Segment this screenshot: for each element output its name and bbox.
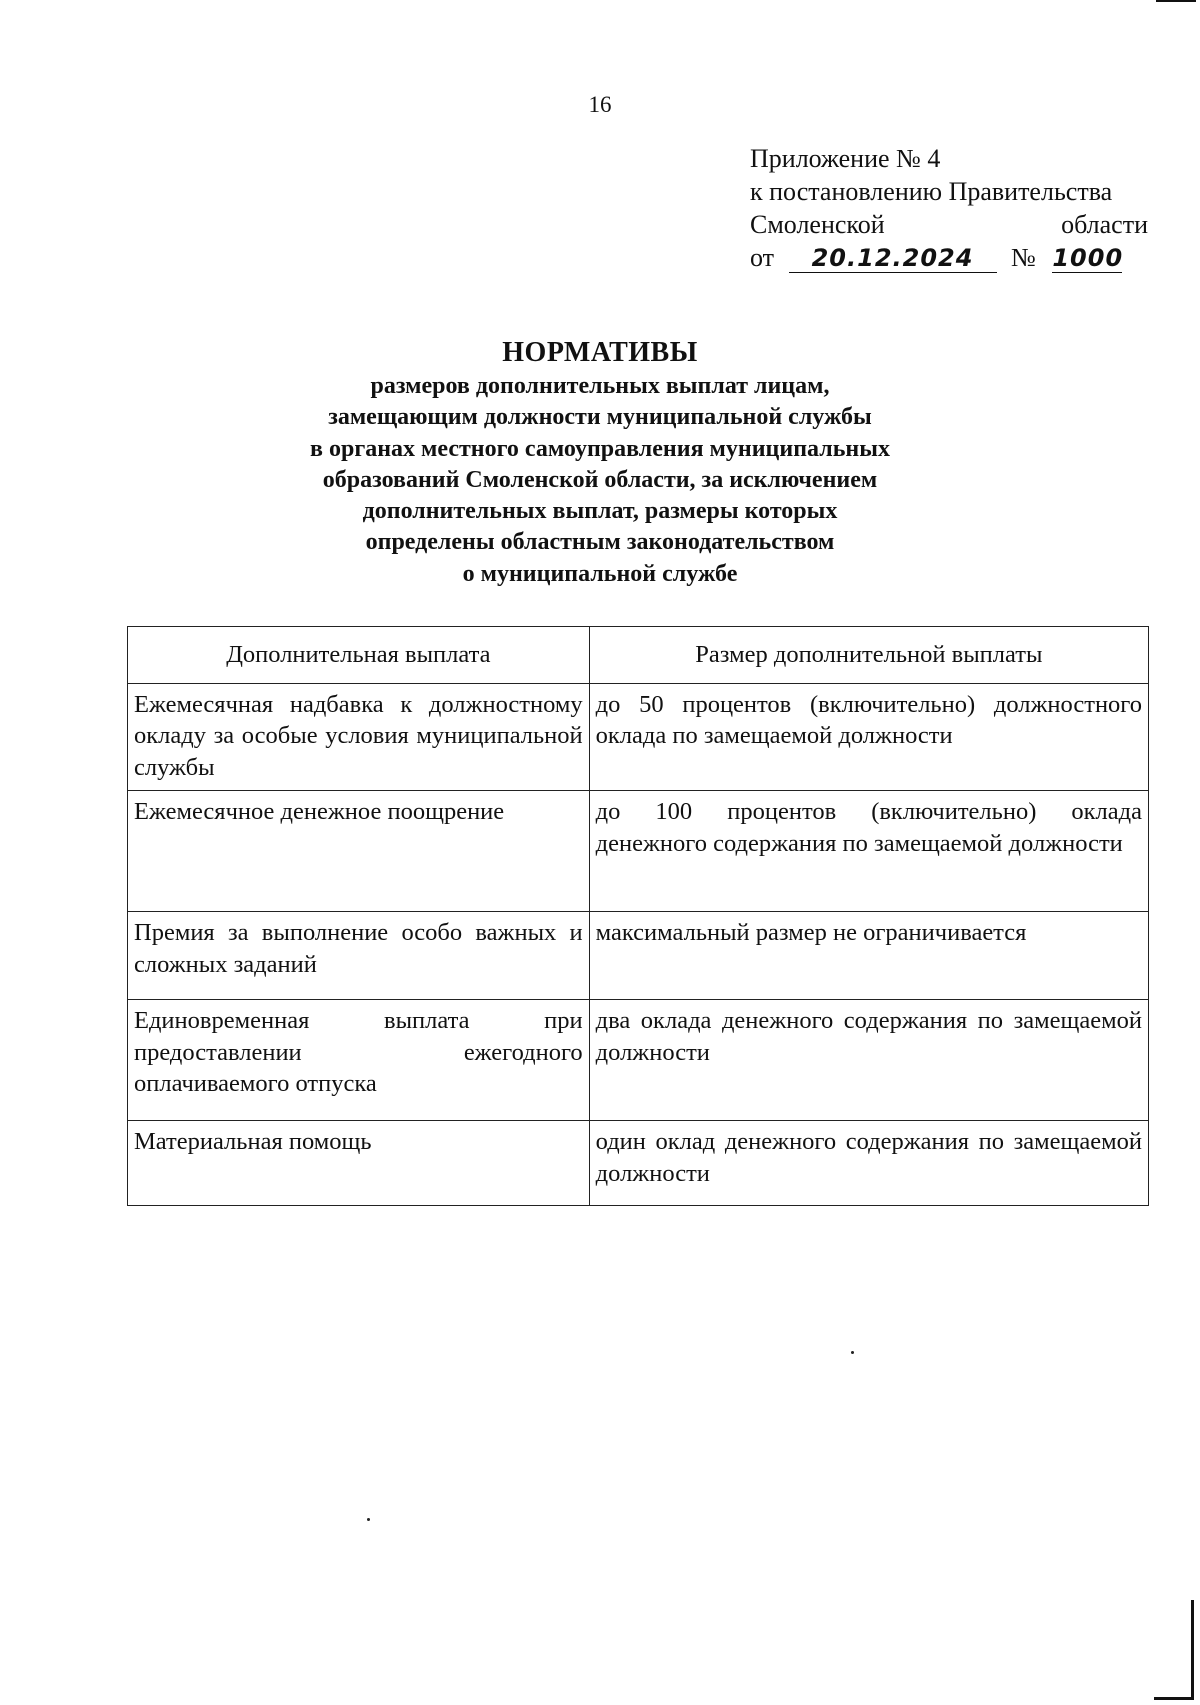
date-prefix: от (750, 243, 775, 272)
table-row (128, 1121, 1149, 1206)
handwritten-number: 1000 (1052, 244, 1124, 272)
payment-cell: Ежемесячная надбавка к должностному окладу за особые условия муниципальной службы (128, 683, 590, 791)
payment-cell: Премия за выполнение особо важных и сложных заданий (128, 912, 590, 1000)
table-row (128, 912, 1149, 1000)
subtitle-line: замещающим должности муниципальной службы (328, 404, 872, 431)
norms-table (127, 626, 1149, 1206)
size-cell: до 50 процентов (включительно) должностного оклада по замещаемой должности (589, 683, 1148, 791)
appendix-date-line (750, 241, 1148, 274)
appendix-region-left: Смоленской (750, 210, 885, 239)
scan-speck (851, 1351, 854, 1354)
appendix-title: Приложение № 4 (750, 144, 941, 173)
payment-cell: Единовременная выплата при предоставлении ежегодного оплачиваемого отпуска (128, 1000, 590, 1121)
payment-cell: Ежемесячное денежное поощрение (128, 791, 590, 912)
appendix-resolution-line: к постановлению Правительства (750, 177, 1113, 206)
subtitle-line: о муниципальной службе (462, 560, 738, 587)
subtitle-line: дополнительных выплат, размеры которых (362, 498, 838, 525)
number-prefix: № (1011, 243, 1036, 272)
header-payment: Дополнительная выплата (128, 627, 590, 684)
scan-speck (367, 1518, 370, 1521)
appendix-region-line (750, 208, 1148, 241)
subtitle-line: размеров дополнительных выплат лицам, (370, 373, 830, 399)
header-size: Размер дополнительной выплаты (589, 627, 1148, 684)
scan-edge-mark (1191, 1600, 1194, 1700)
subtitle-line: образований Смоленской области, за исключением (322, 466, 878, 493)
scan-edge-mark (1154, 1697, 1194, 1700)
document-title-block (170, 335, 1030, 590)
size-cell: два оклада денежного содержания по замещаемой должности (589, 1000, 1148, 1121)
subtitle-line: в органах местного самоуправления муниципальных (310, 435, 890, 462)
table-row (128, 1000, 1149, 1121)
appendix-region-right: области (1061, 210, 1148, 239)
size-cell: один оклад денежного содержания по замещаемой должности (589, 1121, 1148, 1206)
handwritten-date: 20.12.2024 (789, 244, 997, 273)
document-title: НОРМАТИВЫ (502, 337, 698, 368)
table-row (128, 683, 1149, 791)
table-header-row (128, 627, 1149, 684)
subtitle-line: определены областным законодательством (365, 529, 835, 556)
payment-cell: Материальная помощь (128, 1121, 590, 1206)
page-number: 16 (588, 92, 612, 117)
size-cell: максимальный размер не ограничивается (589, 912, 1148, 1000)
table-row (128, 791, 1149, 912)
appendix-block (750, 142, 1148, 274)
size-cell: до 100 процентов (включительно) оклада денежного содержания по замещаемой должности (589, 791, 1148, 912)
scan-edge-mark (1156, 0, 1196, 2)
